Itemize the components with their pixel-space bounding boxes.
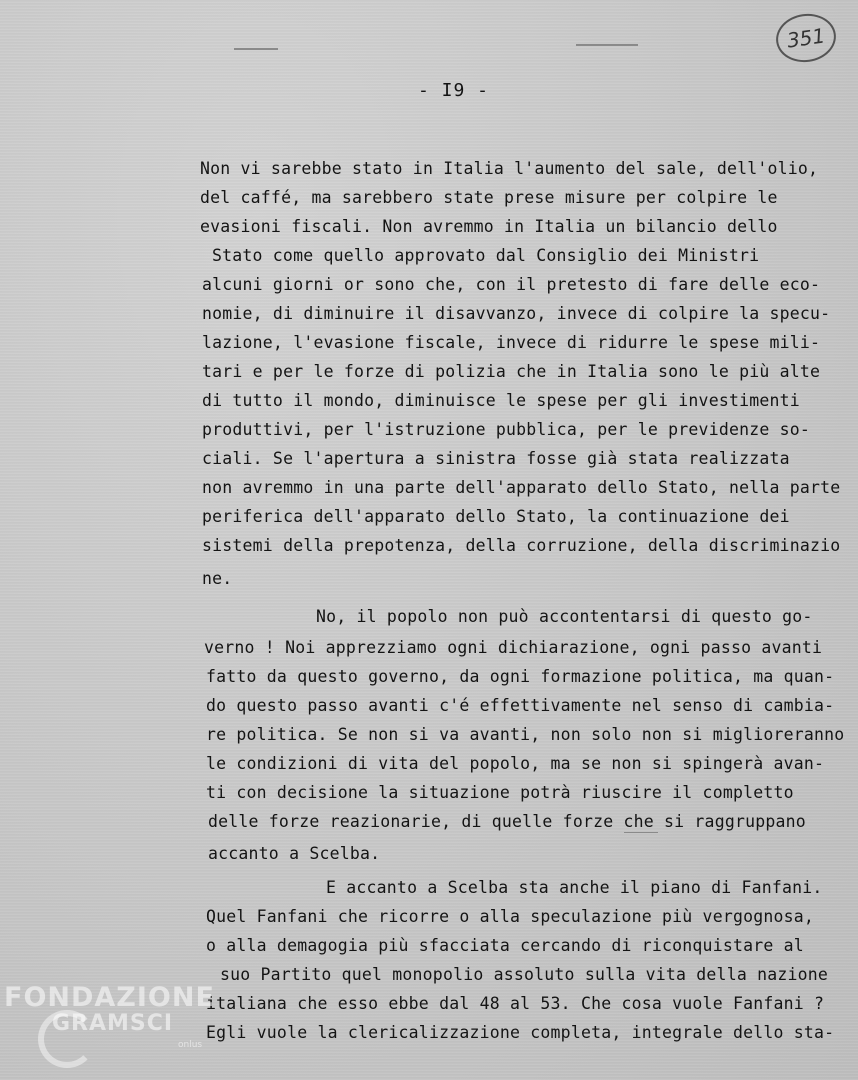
text-line: accanto a Scelba. xyxy=(208,844,381,863)
text-line: do questo passo avanti c'é effettivamente nel senso di cambia- xyxy=(206,696,835,715)
page-number: - I9 - xyxy=(418,80,490,101)
text-line: del caffé, ma sarebbero state prese misure per colpire le xyxy=(200,188,778,207)
watermark-g-icon xyxy=(38,1010,96,1068)
text-line: italiana che esso ebbe dal 48 al 53. Che cosa vuole Fanfani ? xyxy=(206,994,825,1013)
text-line: o alla demagogia più sfacciata cercando di riconquistare al xyxy=(206,936,804,955)
text-line: nomie, di diminuire il disavvanzo, invece di colpire la specu- xyxy=(202,304,831,323)
text-line: verno ! Noi apprezziamo ogni dichiarazione, ogni passo avanti xyxy=(204,638,823,657)
watermark-line1: FONDAZIONE xyxy=(4,982,215,1013)
text-line: re politica. Se non si va avanti, non solo non si miglioreranno xyxy=(206,725,845,744)
top-rule-right xyxy=(576,44,638,46)
stamp-number: 351 xyxy=(785,23,827,53)
fondazione-gramsci-watermark xyxy=(4,982,215,1050)
top-rule-left xyxy=(234,48,278,50)
text-line: ne. xyxy=(202,569,233,588)
text-line: di tutto il mondo, diminuisce le spese per gli investimenti xyxy=(202,391,800,410)
text-line: fatto da questo governo, da ogni formazione politica, ma quan- xyxy=(206,667,835,686)
text-line: Non vi sarebbe stato in Italia l'aumento del sale, dell'olio, xyxy=(200,159,819,178)
text-line: lazione, l'evasione fiscale, invece di ridurre le spese mili- xyxy=(202,333,821,352)
text-line: E accanto a Scelba sta anche il piano di Fanfani. xyxy=(326,878,823,897)
text-line: suo Partito quel monopolio assoluto sulla vita della nazione xyxy=(220,965,829,984)
text-line: ti con decisione la situazione potrà riuscire il completto xyxy=(206,783,794,802)
watermark-line2: GRAMSCI xyxy=(52,1011,174,1036)
text-line: produttivi, per l'istruzione pubblica, per le previdenze so- xyxy=(202,420,811,439)
text-line: sistemi della prepotenza, della corruzione, della discriminazio xyxy=(202,536,841,555)
text-line: non avremmo in una parte dell'apparato dello Stato, nella parte xyxy=(202,478,841,497)
text-line: le condizioni di vita del popolo, ma se non si spingerà avan- xyxy=(206,754,825,773)
text-line: ciali. Se l'apertura a sinistra fosse già stata realizzata xyxy=(202,449,790,468)
text-line: evasioni fiscali. Non avremmo in Italia un bilancio dello xyxy=(200,217,778,236)
text-line: alcuni giorni or sono che, con il pretesto di fare delle eco- xyxy=(202,275,821,294)
text-line: Stato come quello approvato dal Consiglio dei Ministri xyxy=(212,246,760,265)
watermark-suffix: onlus xyxy=(178,1040,203,1050)
text-line: Egli vuole la clericalizzazione completa, integrale dello sta- xyxy=(206,1023,835,1042)
text-line: tari e per le forze di polizia che in Italia sono le più alte xyxy=(202,362,821,381)
archive-page-stamp xyxy=(773,10,839,66)
text-line: periferica dell'apparato dello Stato, la continuazione dei xyxy=(202,507,790,526)
text-line: No, il popolo non può accontentarsi di questo go- xyxy=(316,607,813,626)
text-line: Quel Fanfani che ricorre o alla speculazione più vergognosa, xyxy=(206,907,815,926)
text-line: delle forze reazionarie, di quelle forze che si raggruppano xyxy=(208,812,806,831)
